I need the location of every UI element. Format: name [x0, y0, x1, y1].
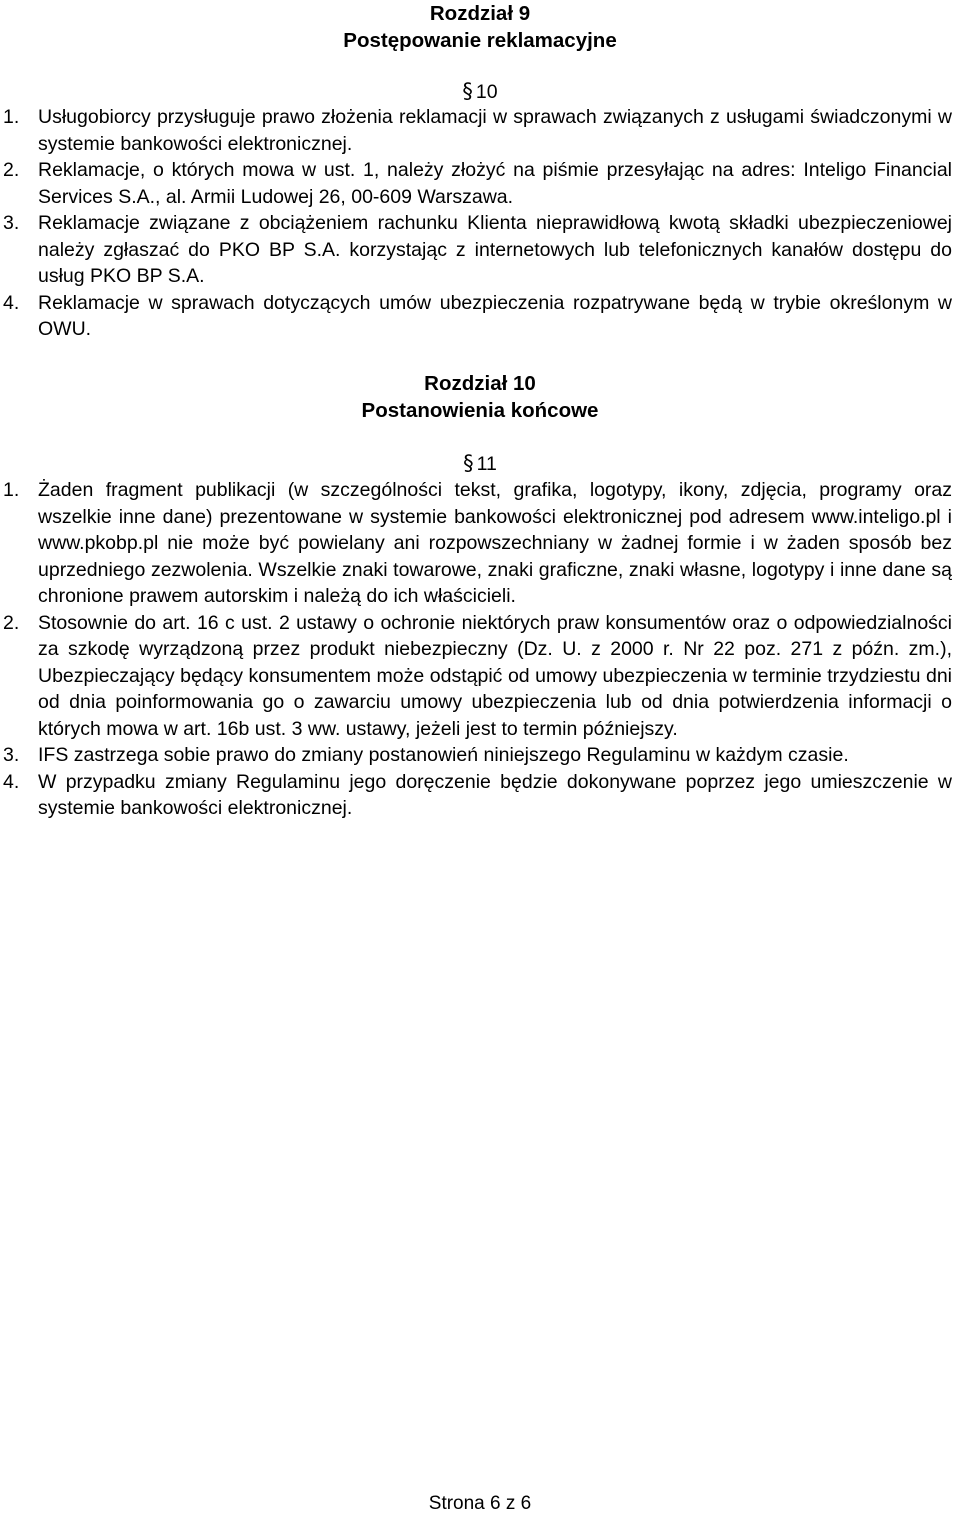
item-text: W przypadku zmiany Regulaminu jego doręczenie będzie dokonywane poprzez jego umieszczenie w systemie bankowości elektronicznej. — [38, 770, 952, 819]
chapter-10-title: Rozdział 10 — [424, 372, 536, 395]
item-number: 4. — [3, 770, 20, 793]
item-text: Reklamacje w sprawach dotyczących umów ubezpieczenia rozpatrywane będą w trybie określonym w OWU. — [38, 291, 952, 340]
paragraph-10-mark — [440, 79, 520, 104]
list-item — [0, 610, 960, 743]
item-text: Stosownie do art. 16 c ust. 2 ustawy o ochronie niektórych praw konsumentów oraz o odpowiedzialności za szkodę wyrządzoną przez produkt niebezpieczny (Dz. U. z 2000 r. Nr 22 poz. 271 z późn. zm.), Ubezpieczający będący konsumentem może odstąpić od umowy ubezpieczenia w terminie trzydziestu dni od dnia poinformowania go o zawarciu umowy ubezpieczenia lub od dnia potwierdzenia informacji o których mowa w art. 16b ust. 3 ww. ustawy, jeżeli jest to termin późniejszy. — [38, 611, 952, 740]
section-sign-icon: § — [462, 79, 473, 103]
list-item — [0, 104, 960, 157]
section-sign-icon: § — [463, 451, 474, 475]
item-number: 1. — [3, 479, 20, 501]
item-number: 2. — [3, 611, 20, 634]
list-item — [0, 290, 960, 343]
item-number: 3. — [3, 744, 20, 766]
item-number: 4. — [3, 291, 20, 314]
chapter-10-heading — [0, 370, 960, 424]
paragraph-10-number: 10 — [475, 81, 498, 103]
chapter-9-heading — [0, 0, 960, 54]
paragraph-11-number: 11 — [476, 453, 497, 475]
item-text: Reklamacje związane z obciążeniem rachunku Klienta nieprawidłową kwotą składki ubezpieczeniowej należy zgłaszać do PKO BP S.A. korzystając z internetowych lub telefonicznych kanałów dostępu do usług PKO BP S.A. — [38, 212, 952, 287]
item-number: 1. — [3, 106, 20, 128]
paragraph-11-mark — [440, 451, 520, 476]
list-item — [0, 769, 960, 822]
list-item — [0, 742, 960, 769]
chapter-9-list — [0, 104, 960, 343]
item-text: Usługobiorcy przysługuje prawo złożenia reklamacji w sprawach związanych z usługami świadczonymi w systemie bankowości elektronicznej. — [38, 106, 952, 155]
chapter-10-list — [0, 477, 960, 822]
item-number: 2. — [3, 159, 20, 181]
list-item — [0, 210, 960, 290]
chapter-10-subtitle: Postanowienia końcowe — [361, 399, 599, 422]
list-item — [0, 157, 960, 210]
chapter-9-title: Rozdział 9 — [429, 2, 531, 25]
chapter-9-subtitle: Postępowanie reklamacyjne — [343, 29, 617, 52]
item-text: Reklamacje, o których mowa w ust. 1, należy złożyć na piśmie przesyłając na adres: Inteligo Financial Services S.A., al. Armii Ludowej 26, 00-609 Warszawa. — [38, 159, 952, 208]
list-item — [0, 477, 960, 610]
page-number-footer: Strona 6 z 6 — [428, 1493, 532, 1514]
item-text: Żaden fragment publikacji (w szczególności tekst, grafika, logotypy, ikony, zdjęcia, programy oraz wszelkie inne dane) prezentowane w systemie bankowości elektronicznej pod adresem www.inteligo.pl i www.pkobp.pl nie może być powielany ani rozpowszechniany w żadnej formie i w żaden sposób bez uprzedniego zezwolenia. Wszelkie znaki towarowe, znaki graficzne, znaki własne, logotypy i inne dane są chronione prawem autorskim i należą do ich właścicieli. — [38, 479, 952, 607]
item-number: 3. — [3, 212, 20, 234]
item-text: IFS zastrzega sobie prawo do zmiany postanowień niniejszego Regulaminu w każdym czasie. — [38, 744, 849, 766]
